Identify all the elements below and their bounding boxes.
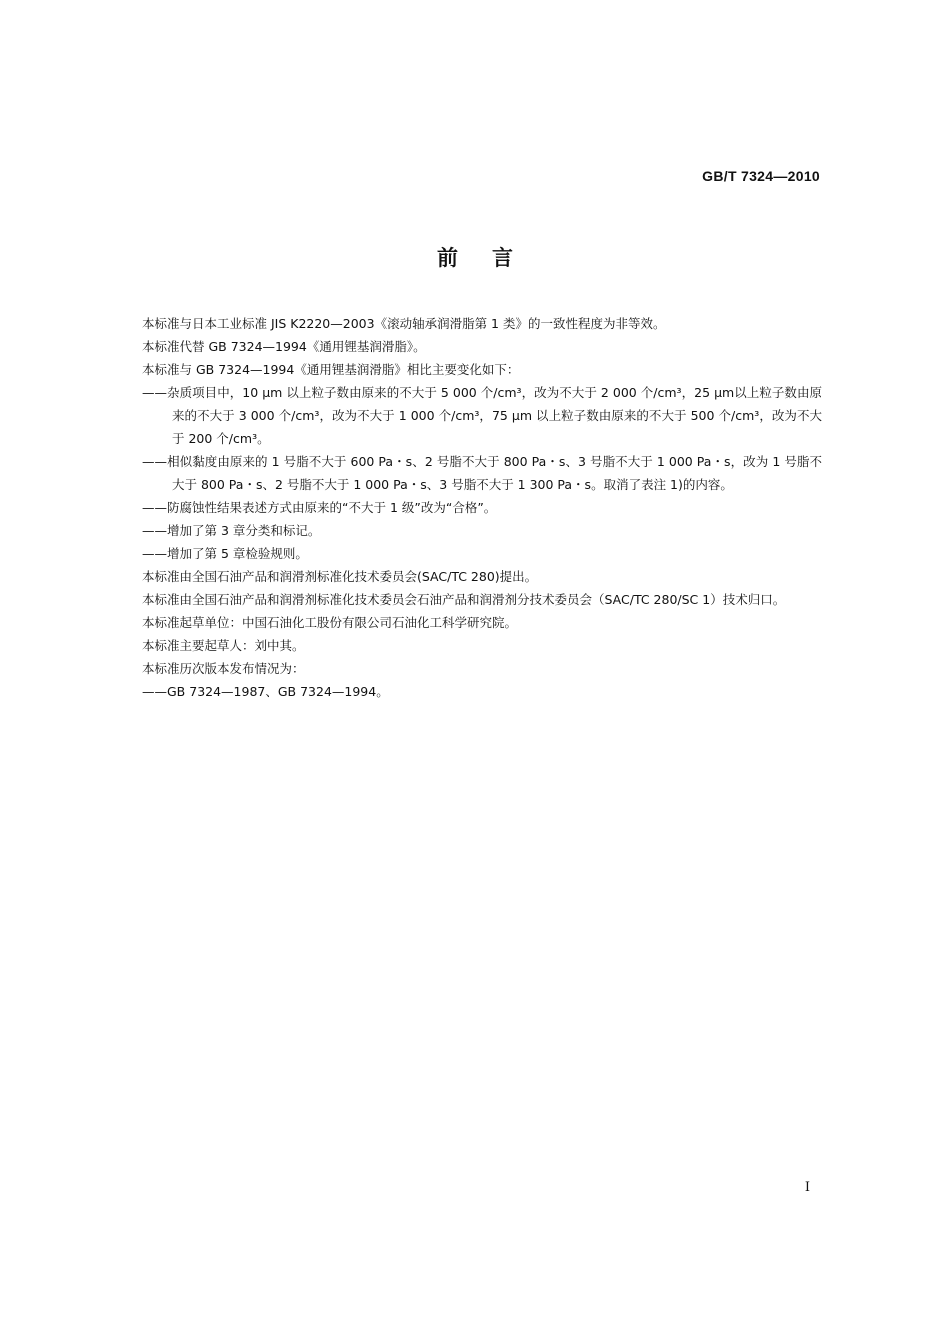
paragraph-administered-by: 本标准由全国石油产品和润滑剂标准化技术委员会石油产品和润滑剂分技术委员会（SAC/TC 280/SC 1）技术归口。: [142, 592, 786, 607]
paragraph-equivalence: 本标准与日本工业标准 JIS K2220—2003《滚动轴承润滑脂第 1 类》的一致性程度为非等效。: [142, 316, 666, 331]
page-number: I: [804, 1180, 810, 1195]
paragraph-drafting-unit: 本标准起草单位：中国石油化工股份有限公司石油化工科学研究院。: [142, 615, 518, 630]
page-title: 前言: [437, 246, 547, 270]
history-item: ——GB 7324—1987、GB 7324—1994。: [142, 684, 389, 699]
change-item-chapter3: ——增加了第 3 章分类和标记。: [142, 523, 321, 538]
paragraph-changes-intro: 本标准与 GB 7324—1994《通用锂基润滑脂》相比主要变化如下：: [142, 362, 520, 377]
change-item-viscosity: ——相似黏度由原来的 1 号脂不大于 600 Pa・s、2 号脂不大于 800 Pa・s、3 号脂不大于 1 000 Pa・s，改为 1 号脂不大于 800 Pa・s、2 号脂不大于 1 000 Pa・s、3 号脂不大于 1 300 Pa・s。取消了表注 1)的内容。: [142, 454, 822, 492]
change-item-chapter5: ——增加了第 5 章检验规则。: [142, 546, 308, 561]
paragraph-history-intro: 本标准历次版本发布情况为：: [142, 661, 305, 676]
paragraph-replaces: 本标准代替 GB 7324—1994《通用锂基润滑脂》。: [142, 339, 426, 354]
change-item-impurities: ——杂质项目中，10 μm 以上粒子数由原来的不大于 5 000 个/cm³，改为不大于 2 000 个/cm³，25 μm以上粒子数由原来的不大于 3 000 个/cm³，改为不大于 1 000 个/cm³，75 μm 以上粒子数由原来的不大于 500 个/cm³，改为不大于 200 个/cm³。: [142, 385, 822, 446]
foreword-body: [112, 312, 822, 703]
change-item-corrosion: ——防腐蚀性结果表述方式由原来的“不大于 1 级”改为“合格”。: [142, 500, 497, 515]
paragraph-drafters: 本标准主要起草人：刘中其。: [142, 638, 305, 653]
standard-number: GB/T 7324—2010: [702, 168, 820, 184]
paragraph-proposed-by: 本标准由全国石油产品和润滑剂标准化技术委员会(SAC/TC 280)提出。: [142, 569, 538, 584]
